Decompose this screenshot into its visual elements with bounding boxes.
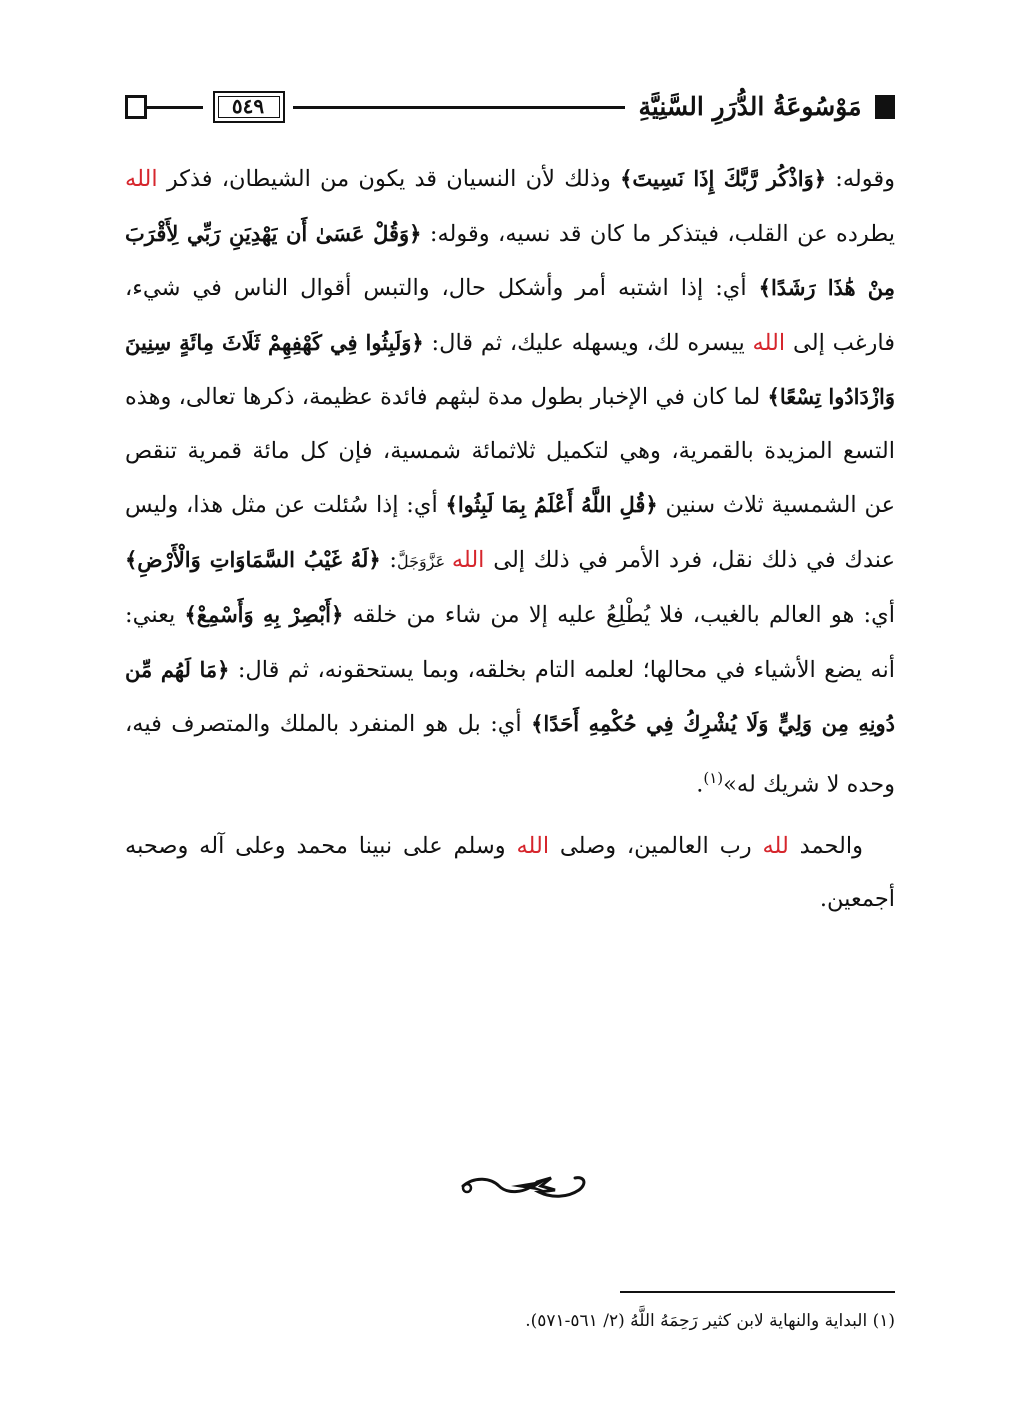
quran-verse: ﴿وَاذْكُر رَّبَّكَ إِذَا نَسِيتَ﴾ bbox=[620, 166, 827, 191]
page-number-badge bbox=[203, 88, 293, 126]
divine-name: لله bbox=[762, 832, 789, 859]
quran-verse: ﴿أَبْصِرْ بِهِ وَأَسْمِعْ﴾ bbox=[184, 602, 344, 627]
header-right-square bbox=[873, 95, 895, 119]
quran-verse: ﴿قُلِ اللَّهُ أَعْلَمُ بِمَا لَبِثُوا﴾ bbox=[445, 492, 658, 517]
paragraph-2 bbox=[125, 820, 895, 927]
text-segment: لما كان في الإخبار بطول مدة لبثهم فائدة عظيمة، ذكرها تعالى، وهذه التسع المزيدة بالقمرية، وهي لتكميل ثلاثمائة شمسية، فإن كل مائة قمرية تنقص عن الشمسية ثلاث سنين bbox=[125, 384, 896, 518]
divine-name: الله bbox=[516, 832, 550, 859]
text-segment: رب العالمين، وصلى bbox=[549, 832, 763, 859]
quran-verse: ﴿وَلَبِثُوا فِي كَهْفِهِمْ ثَلَاثَ مِائَةٍ سِنِينَ وَازْدَادُوا تِسْعًا﴾ bbox=[125, 329, 895, 409]
footnote-reference[interactable]: (١) bbox=[703, 768, 724, 787]
quran-verse: ﴿مَا لَهُم مِّن دُونِهِ مِن وَلِيٍّ وَلَا يُشْرِكُ فِي حُكْمِهِ أَحَدًا﴾ bbox=[125, 656, 895, 736]
paragraph-1 bbox=[125, 152, 895, 812]
divine-name: الله bbox=[451, 546, 485, 573]
text-segment: وسلم على نبينا محمد وعلى آله وصحبه أجمعين. bbox=[125, 832, 895, 912]
page-number: ٥٤٩ bbox=[231, 94, 265, 118]
text-segment: أي: إذا سُئلت عن مثل هذا، وليس عندك في ذلك نقل، فرد الأمر في ذلك إلى bbox=[125, 492, 895, 573]
header-left-square bbox=[125, 95, 147, 119]
text-segment: أي: إذا اشتبه أمر وأشكل حال، والتبس أقوال الناس في شيء، فارغب إلى bbox=[125, 275, 895, 356]
book-title: مَوْسُوعَةُ الدُّرَرِ السَّنِيَّةِ bbox=[625, 88, 875, 126]
text-segment: ييسره لك، ويسهله عليك، ثم قال: bbox=[423, 329, 753, 356]
text-segment: . bbox=[696, 771, 704, 797]
text-segment: وذلك لأن النسيان قد يكون من الشيطان، فذكر bbox=[157, 166, 621, 192]
divine-name: الله bbox=[125, 166, 158, 192]
main-text bbox=[125, 152, 895, 927]
quran-verse: ﴿وَقُلْ عَسَىٰ أَن يَهْدِيَنِ رَبِّي لِأَقْرَبَ مِنْ هَٰذَا رَشَدًا﴾ bbox=[125, 220, 895, 300]
text-segment: : bbox=[380, 546, 398, 573]
honorific: عَزَّوَجَلَّ bbox=[397, 551, 452, 571]
text-segment: وقوله: bbox=[826, 166, 895, 192]
text-segment: والحمد bbox=[788, 832, 863, 859]
footnote-separator bbox=[620, 1291, 895, 1293]
footnote: (١) البداية والنهاية لابن كثير رَحِمَهُ اللَّهُ (٢/ ٥٦١-٥٧١). bbox=[525, 1311, 895, 1331]
text-segment: يعني: أنه يضع الأشياء في محالها؛ لعلمه التام بخلقه، وبما يستحقونه، ثم قال: bbox=[125, 602, 895, 683]
page-header bbox=[125, 88, 895, 128]
text-segment: يطرده عن القلب، فيتذكر ما كان قد نسيه، وقوله: bbox=[421, 220, 895, 247]
divine-name: الله bbox=[752, 329, 786, 356]
text-segment: أي: بل هو المنفرد بالملك والمتصرف فيه، وحده لا شريك له» bbox=[125, 711, 895, 797]
section-end-ornament bbox=[455, 1168, 595, 1204]
quran-verse: ﴿لَهُ غَيْبُ السَّمَاوَاتِ وَالْأَرْضِ﴾ bbox=[125, 546, 381, 572]
text-segment: أي: هو العالم بالغيب، فلا يُطْلِعُ عليه إلا من شاء من خلقه bbox=[343, 602, 895, 628]
